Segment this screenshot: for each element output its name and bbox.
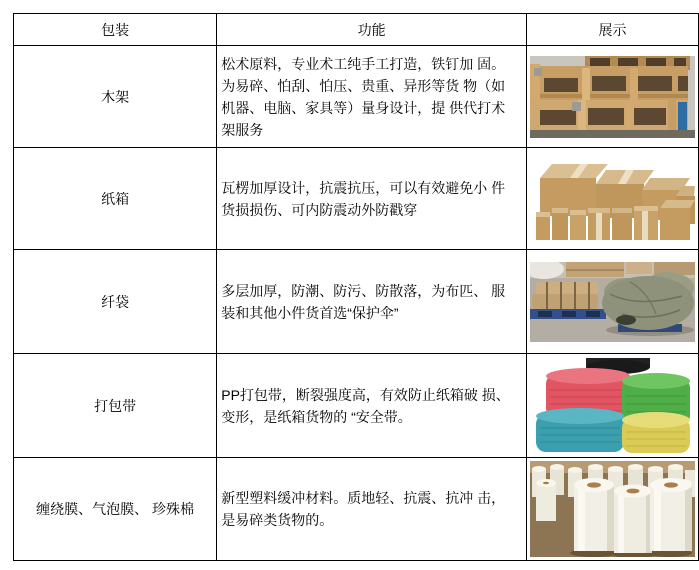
package-name: 木架 <box>14 46 217 148</box>
photo-cell <box>527 148 699 250</box>
col-header-function: 功能 <box>217 14 527 46</box>
col-header-display: 展示 <box>527 14 699 46</box>
table-row <box>14 148 699 250</box>
col-header-package: 包装 <box>14 14 217 46</box>
photo-cell <box>527 354 699 458</box>
photo-cell <box>527 46 699 148</box>
packaging-table <box>13 13 699 561</box>
table-row <box>14 250 699 354</box>
package-name: 打包带 <box>14 354 217 458</box>
package-function: 多层加厚，防潮、防污、防散落，为布匹、 服装和其他小件货首选“保护伞” <box>217 250 527 354</box>
package-name: 纸箱 <box>14 148 217 250</box>
stretch-film-rolls-photo <box>530 461 695 557</box>
package-function: 新型塑料缓冲材料。质地轻、抗震、抗冲 击，是易碎类货物的。 <box>217 458 527 561</box>
pp-strapping-rolls-photo <box>530 358 695 453</box>
header-row <box>14 14 699 46</box>
package-name: 缠绕膜、气泡膜、 珍殊棉 <box>14 458 217 561</box>
photo-cell <box>527 458 699 561</box>
package-function: PP打包带，断裂强度高，有效防止纸箱破 损、变形，是纸箱货物的 “安全带。 <box>217 354 527 458</box>
cardboard-boxes-photo <box>530 152 695 246</box>
package-function: 松术原料，专业术工纯手工打造，铁钉加 固。为易碎、怕刮、怕压、贵重、异形等货 物（如机器、电脑、家具等）量身设计，提 供代打术架服务 <box>217 46 527 148</box>
wooden-crates-photo <box>530 56 695 138</box>
package-function: 瓦楞加厚设计，抗震抗压，可以有效避免小 件货损损伤、可内防震动外防戳穿 <box>217 148 527 250</box>
package-name: 纤袋 <box>14 250 217 354</box>
table-row <box>14 458 699 561</box>
table-row <box>14 354 699 458</box>
table-row <box>14 46 699 148</box>
woven-fiber-bags-photo <box>530 262 695 342</box>
photo-cell <box>527 250 699 354</box>
